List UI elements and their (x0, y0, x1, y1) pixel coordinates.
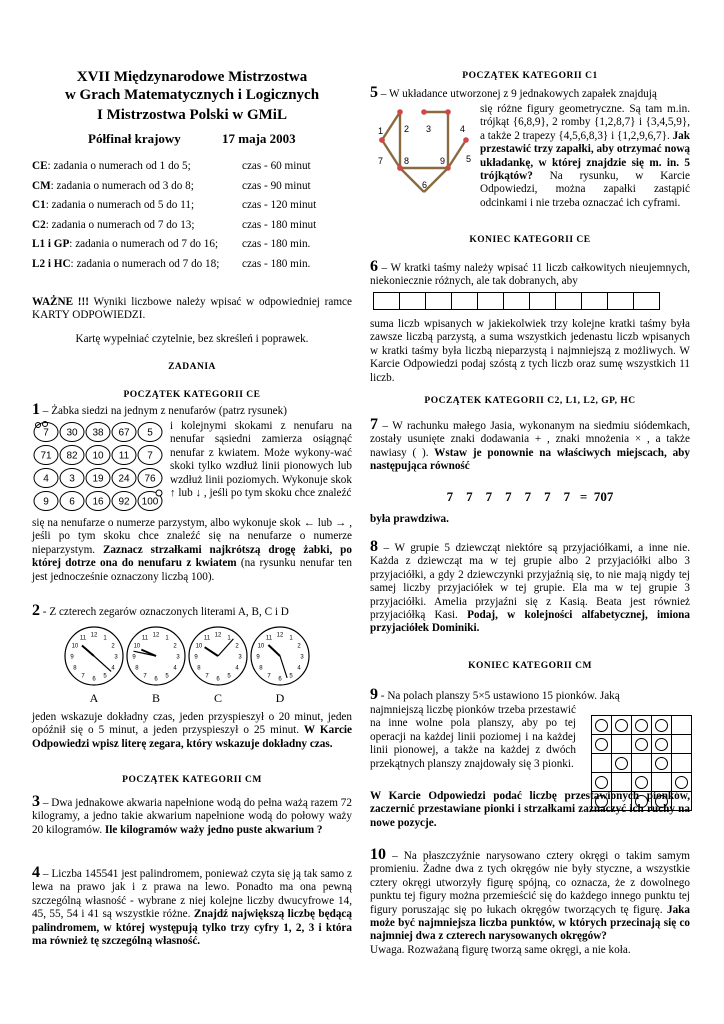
clock-numeral: 12 (90, 632, 98, 639)
problem-10-question: Jaka może być najmniejsza liczba punktów, w których przecinają się co najmniej dwa z czterech narysowanych okręgów? (370, 903, 690, 943)
match-head (463, 137, 469, 143)
board-cell[interactable] (611, 772, 632, 792)
lily-pad-label: 5 (147, 427, 153, 439)
category-range: : zadania o numerach od 7 do 18; (70, 257, 220, 270)
problem-2-body: jeden wskazuje dokładny czas, jeden przyspieszył o 20 minut, jeden opóźnił się o 5 minut, a jeden przyspieszył o 25 minut. (32, 711, 352, 737)
problem-6-number: 6 (370, 258, 378, 275)
problem-5-tail: Na rysunku, w Karcie Odpowiedzi, można zapałki zastąpić odcinkami i nie trzeba oznaczać ich cyframi. (480, 170, 690, 209)
problem-8-text (370, 540, 690, 636)
category-range: : zadania o numerach od 3 do 8; (50, 179, 194, 192)
matchstick[interactable] (400, 168, 424, 192)
clock-numeral: 9 (132, 654, 136, 661)
clock-numeral: 11 (141, 635, 149, 642)
lily-pad-label: 38 (92, 427, 104, 439)
match-label: 4 (460, 124, 466, 134)
problem-2-line1: - Z czterech zegarów oznaczonych literami A, B, C i D (40, 606, 289, 618)
lily-pad[interactable] (34, 423, 58, 442)
clock-numeral: 3 (176, 654, 180, 661)
board-cell[interactable] (651, 715, 672, 735)
board-cell[interactable] (631, 753, 652, 773)
pawn[interactable] (655, 738, 668, 751)
pawn[interactable] (595, 776, 608, 789)
problem-1-tail: (na rysunku nenufar ten jest jednocześnie oznaczony liczbą 100). (32, 557, 352, 583)
lily-pad-label: 3 (69, 473, 75, 485)
lily-pad-label: 16 (92, 496, 104, 508)
lily-pad-label: 67 (118, 427, 130, 439)
start-c1-heading: POCZĄTEK KATEGORII C1 (462, 71, 598, 81)
match-label: 3 (426, 124, 432, 134)
problem-1-text (32, 517, 352, 584)
start-cm-heading: POCZĄTEK KATEGORII CM (122, 775, 262, 785)
lily-pad[interactable] (34, 469, 58, 488)
lily-pad-label: 4 (43, 473, 49, 485)
clock-numeral: 10 (195, 643, 203, 650)
problem-4-number: 4 (32, 864, 40, 881)
end-ce-heading: KONIEC KATEGORII CE (469, 235, 591, 245)
pawn[interactable] (635, 719, 648, 732)
problem-7-equation: 7 7 7 7 7 7 7 = 707 (446, 489, 614, 504)
clock-letter: A (89, 691, 99, 704)
match-label: 8 (404, 156, 410, 166)
clock-numeral: 3 (114, 654, 118, 661)
clock-numeral: 5 (289, 673, 293, 680)
tape-cell[interactable] (607, 292, 634, 310)
stage-label: Półfinał krajowy (88, 131, 181, 146)
match-head (397, 109, 403, 115)
lily-pad-label: 9 (43, 496, 49, 508)
date-label: 17 maja 2003 (222, 131, 296, 146)
clock-numeral: 8 (259, 665, 263, 672)
clock-numeral: 12 (152, 632, 160, 639)
lily-pad[interactable] (112, 446, 136, 465)
board-cell[interactable] (611, 715, 632, 735)
clock-numeral: 4 (235, 665, 239, 672)
category-time: czas - 180 min. (242, 257, 311, 270)
problem-5-wrap: się różne figury geometryczne. Są tam m.in. trójkąt {6,8,9}, 2 romby {1,2,8,7} i {3,4,5,9}, a także 2 trapezy {4,5,6,8,3} i {1,2,9,6,7}. (480, 103, 690, 142)
match-label: 6 (422, 180, 428, 190)
category-code: L1 i GP (32, 238, 70, 250)
lily-pad[interactable] (86, 446, 110, 465)
lily-pad[interactable] (60, 446, 84, 465)
clock-numeral: 5 (165, 673, 169, 680)
lily-pad-label: 100 (141, 496, 159, 508)
tape-cell[interactable] (477, 292, 504, 310)
problem-1-number: 1 (32, 401, 40, 418)
clock-numeral: 2 (297, 643, 301, 650)
lily-pad[interactable] (138, 469, 162, 488)
board-cell[interactable] (631, 734, 652, 754)
match-label: 9 (440, 156, 446, 166)
board-cell[interactable] (651, 734, 672, 754)
start-ce-heading: POCZĄTEK KATEGORII CE (123, 390, 261, 400)
clock-numeral: 7 (143, 673, 147, 680)
tape-cell[interactable] (529, 292, 556, 310)
clock-numeral: 8 (135, 665, 139, 672)
lily-pad[interactable] (60, 423, 84, 442)
category-range: : zadania o numerach od 7 do 16; (69, 238, 219, 250)
match-label: 7 (378, 156, 384, 166)
board-cell[interactable] (591, 772, 612, 792)
board-cell[interactable] (631, 772, 652, 792)
problem-1-wrap: i kolejnymi skokami z nenufaru na nenufar sąsiedni zamierza osiągnąć nenufar z kwiatem. Może wykony-wać skoki tylko wzdłuż linii pionowych lub wzdłuż linii poziomych. Wykonuje skok ↑ lub ↓ , jeśli po tym skoku chce znaleźć (170, 420, 352, 500)
board-cell[interactable] (591, 715, 612, 735)
clocks-figure (58, 624, 358, 704)
category-time: czas - 90 minut (242, 179, 311, 192)
board-cell[interactable] (631, 715, 652, 735)
pawn[interactable] (615, 719, 628, 732)
clock-numeral: 2 (173, 643, 177, 650)
problem-9-question: W Karcie Odpowiedzi podać liczbę przestawionych pionków, zaczernić przestawiane pionki i strzałkami zaznaczyć ich ruchy na nowe pozycje. (370, 790, 690, 829)
important-text: Wyniki liczbowe należy wpisać w odpowiedniej ramce KARTY ODPOWIEDZI. (32, 296, 352, 322)
board-cell[interactable] (591, 734, 612, 754)
problem-10-number: 10 (370, 846, 386, 863)
lily-pad[interactable] (60, 469, 84, 488)
board-cell[interactable] (591, 753, 612, 773)
clock-numeral: 7 (81, 673, 85, 680)
category-range: : zadania o numerach od 7 do 13; (45, 218, 195, 231)
pawn[interactable] (635, 776, 648, 789)
clock-numeral: 1 (289, 635, 293, 642)
category-code: CE (32, 160, 48, 172)
lily-pad[interactable] (112, 469, 136, 488)
problem-5-line1: – W układance utworzonej z 9 jednakowych zapałek znajdują (378, 88, 657, 100)
problem-5-question: Jak przestawić trzy zapałki, aby otrzymać nową układankę, w której znajdzie się m. in. 5 trójkątów? (480, 129, 690, 183)
matchstick[interactable] (424, 168, 448, 192)
clock-numeral: 5 (227, 673, 231, 680)
important-label: WAŻNE !!! (32, 296, 89, 308)
problem-6-line1: – W kratki taśmy należy wpisać 11 liczb całkowitych nieujemnych, niekoniecznie różnych, ale tak dobranych, aby (370, 262, 690, 288)
pawn[interactable] (595, 719, 608, 732)
clock-numeral: 12 (276, 632, 284, 639)
problem-4-text (32, 866, 352, 948)
match-head (397, 165, 403, 171)
problem-7-end: była prawdziwa. (370, 513, 449, 525)
clock-letter: B (151, 691, 161, 704)
lily-pad-label: 76 (144, 473, 156, 485)
clock-numeral: 10 (257, 643, 265, 650)
board-cell[interactable] (671, 734, 692, 754)
category-time: czas - 180 minut (242, 218, 317, 231)
clock-numeral: 1 (165, 635, 169, 642)
matchstick[interactable] (448, 140, 466, 168)
problem-8-number: 8 (370, 538, 378, 555)
problem-1-question: Zaznacz strzałkami najkrótszą drogę żabki, po której dotrze ona do nenufaru z kwiatem (32, 543, 352, 570)
lily-pad[interactable] (138, 446, 162, 465)
problem-8-question: Podaj, w kolejności alfabetycznej, imiona przyjaciółek Dominiki. (370, 609, 690, 635)
lily-pad[interactable] (112, 423, 136, 442)
match-label: 1 (378, 126, 384, 136)
match-head (379, 137, 385, 143)
clock-numeral: 1 (103, 635, 107, 642)
clock-numeral: 4 (297, 665, 301, 672)
clock-letter: D (275, 691, 285, 704)
clock-numeral: 3 (238, 654, 242, 661)
match-head (421, 109, 427, 115)
frog-pads-figure (32, 420, 168, 516)
problem-7-question: Wstaw je ponownie na właściwych miejscach, aby następująca równość (370, 446, 690, 473)
problem-5-number: 5 (370, 84, 378, 101)
problem-5-text (480, 103, 690, 210)
problem-4-body: – Liczba 145541 jest palindromem, ponieważ czyta się ją tak samo z lewa na prawo jak i z prawa na lewo. Ponadto ma ona pewną szczególną własność - wybrane z niej kolejne liczby dwucyfrowe 14, 45, 55, 54 i 41 są wszystkie różne. (32, 868, 352, 921)
category-code: CM (32, 179, 51, 192)
board-cell[interactable] (651, 772, 672, 792)
clock-numeral: 9 (70, 654, 74, 661)
board-cell[interactable] (611, 753, 632, 773)
title-line-3: I Mistrzostwa Polski w GMiL (97, 107, 287, 123)
clock-numeral: 8 (197, 665, 201, 672)
lily-pad[interactable] (86, 492, 110, 511)
lily-pad[interactable] (138, 423, 162, 442)
problem-1-first-line (32, 403, 352, 418)
clock-numeral: 9 (194, 654, 198, 661)
tape-cell[interactable] (503, 292, 530, 310)
start-c2-heading: POCZĄTEK KATEGORII C2, L1, L2, GP, HC (424, 396, 636, 406)
tasks-heading: ZADANIA (168, 362, 216, 372)
tape-cell[interactable] (555, 292, 582, 310)
title-line-2: w Grach Matematycznych i Logicznych (64, 87, 320, 103)
problem-2-first-line (32, 604, 352, 619)
clock-face (189, 627, 247, 704)
problem-2-question: W Karcie Odpowiedzi wpisz literę zegara, który wskazuje dokładny czas. (32, 724, 352, 750)
problem-7-body: – W rachunku małego Jasia, wykonanym na siedmiu siódemkach, zostały usunięte znaki dodawania + , znaki mnożenia × , a także nawiasy ( ). (370, 420, 690, 459)
problem-4-question: Znajdź największą liczbę będącą palindromem, w której występują tylko trzy cyfry 1, 2, 3 i która ma również tę szczególną własność. (32, 908, 352, 948)
matchstick[interactable] (382, 140, 400, 168)
problem-2-number: 2 (32, 602, 40, 619)
problem-5-first-line (370, 86, 690, 101)
end-cm-heading: KONIEC KATEGORII CM (468, 661, 592, 671)
category-code: L2 i HC (32, 257, 71, 270)
problem-9-line1: - Na polach planszy 5×5 ustawiono 15 pionków. Jaką (378, 690, 620, 702)
match-label: 2 (404, 124, 410, 134)
problem-10-body: – Na płaszczyźnie narysowano cztery okręgi o takim samym promieniu. Żadne dwa z tych okręgów nie były styczne, a wszystkie cztery okręgi utworzyły figurę spójną, co oznacza, że z dowolnego punktu tej figury można przemieścić się do każdego innego punktu tej figury poruszając się po łukach okręgów tworzących tę figurę. (370, 850, 690, 916)
problem-3-body: – Dwa jednakowe akwaria napełnione wodą do pełna ważą razem 72 kilogramy, a jedno takie akwarium napełnione wodą do połowy waży 20 kilogramów. (32, 797, 352, 836)
board-cell[interactable] (671, 753, 692, 773)
important-notice (32, 296, 352, 323)
lily-pad[interactable] (34, 492, 58, 511)
problem-7-number: 7 (370, 416, 378, 433)
clock-numeral: 9 (256, 654, 260, 661)
tape-cell[interactable] (425, 292, 452, 310)
fill-instruction: Kartę wypełniać czytelnie, bez skreśleń i poprawek. (75, 333, 309, 345)
lily-pad-label: 7 (147, 450, 153, 462)
problem-9-wrap: najmniejszą liczbę pionków trzeba przestawić na inne wolne pola planszy, aby po tej operacji na każdej linii poziomej i na każdej linii pionowej, a także na każdej z dwóch przekątnych planszy znajdowały się 3 pionki. (370, 704, 576, 770)
tape-cell[interactable] (373, 292, 400, 310)
clock-numeral: 7 (205, 673, 209, 680)
lily-pad-label: 24 (118, 473, 130, 485)
tape-cell[interactable] (399, 292, 426, 310)
lily-pad[interactable] (112, 492, 136, 511)
lily-pad-label: 92 (118, 496, 130, 508)
lily-pad-label: 6 (69, 496, 75, 508)
clock-numeral: 6 (216, 676, 220, 683)
lily-pad[interactable] (138, 490, 162, 511)
category-time: czas - 60 minut (242, 160, 311, 172)
clock-numeral: 2 (111, 643, 115, 650)
match-head (445, 109, 451, 115)
pawn[interactable] (675, 776, 688, 789)
clock-numeral: 7 (267, 673, 271, 680)
board-cell[interactable] (651, 753, 672, 773)
clock-numeral: 5 (103, 673, 107, 680)
clock-numeral: 11 (203, 635, 211, 642)
problem-6-first-line (370, 260, 690, 289)
board-cell[interactable] (611, 734, 632, 754)
clock-numeral: 10 (133, 643, 141, 650)
clock-numeral: 1 (227, 635, 231, 642)
pawn[interactable] (595, 738, 608, 751)
lily-pad[interactable] (34, 446, 58, 465)
lily-pad-label: 71 (40, 450, 52, 462)
problem-10-text (370, 848, 690, 957)
lily-pad-label: 82 (66, 450, 78, 462)
matchstick[interactable] (382, 112, 400, 140)
clock-face (127, 627, 185, 704)
clock-numeral: 8 (73, 665, 77, 672)
clock-numeral: 11 (79, 635, 87, 642)
problem-3-question: Ile kilogramów waży jedno puste akwarium ? (102, 823, 323, 836)
clock-numeral: 2 (235, 643, 239, 650)
clock-numeral: 6 (278, 676, 282, 683)
lily-pad-label: 11 (118, 450, 130, 462)
board-cell[interactable] (671, 772, 692, 792)
pawn[interactable] (655, 719, 668, 732)
problem-2-text (32, 711, 352, 751)
lily-pad[interactable] (86, 469, 110, 488)
problem-10-note: Uwaga. Rozważaną figurę tworzą same okręgi, a nie koła. (370, 943, 631, 956)
matches-figure (374, 104, 474, 196)
tape-cell[interactable] (581, 292, 608, 310)
clock-numeral: 4 (173, 665, 177, 672)
problem-8-body: – W grupie 5 dziewcząt niektóre są przyjaciółkami, a inne nie. Każda z dziewcząt ma w tej grupie albo 2 przyjaciółki albo 3 przyjaciółki, a gdy 2 dziewczynki przyjaźnią się, to nie mają nigdy tej samej liczby przyjaciółek w tej grupie. Ela ma w tej grupie 3 przyjaciółki. Amelia przyjaźni się z Kasią. Beata jest również przyjaciółką Kasi. (370, 542, 690, 622)
clock-numeral: 6 (92, 676, 96, 683)
category-time: czas - 180 min. (242, 238, 311, 250)
problem-7-text (370, 418, 690, 474)
problem-3-text (32, 795, 352, 837)
category-range: : zadania o numerach od 5 do 11; (45, 199, 195, 211)
problem-9-number: 9 (370, 686, 378, 703)
lily-pad[interactable] (60, 492, 84, 511)
clock-face (65, 627, 123, 704)
clock-numeral: 12 (214, 632, 222, 639)
category-code: C1 (32, 199, 46, 211)
number-tape[interactable] (374, 292, 660, 310)
lily-pad[interactable] (86, 423, 110, 442)
problem-1-line1: – Żabka siedzi na jednym z nenufarów (patrz rysunek) (40, 405, 287, 417)
board-cell[interactable] (671, 715, 692, 735)
tape-cell[interactable] (633, 292, 660, 310)
clock-face (251, 627, 309, 704)
lily-pad-label: 19 (92, 473, 104, 485)
lily-pad-label: 7 (43, 427, 49, 439)
lily-pad-label: 10 (92, 450, 104, 462)
clock-letter: C (213, 691, 223, 704)
clock-numeral: 10 (71, 643, 79, 650)
tape-cell[interactable] (451, 292, 478, 310)
pawn[interactable] (635, 738, 648, 751)
category-range: : zadania o numerach od 1 do 5; (47, 160, 191, 172)
clock-numeral: 11 (265, 635, 273, 642)
match-label: 5 (466, 154, 472, 164)
category-time: czas - 120 minut (242, 199, 317, 211)
problem-3-number: 3 (32, 793, 40, 810)
title-line-1: XVII Międzynarodowe Mistrzostwa (76, 69, 308, 85)
pawn[interactable] (655, 757, 668, 770)
clock-numeral: 3 (300, 654, 304, 661)
problem-9-first-line (370, 688, 690, 703)
clock-numeral: 4 (111, 665, 115, 672)
lily-pad-label: 30 (66, 427, 78, 439)
problem-1-rest: się na nenufarze o numerze parzystym, albo wykonuje skok ← lub → , jeśli po tym skoku chce znaleźć się na nenufarze o numerze nieparzystym. (32, 517, 352, 556)
clock-numeral: 6 (154, 676, 158, 683)
pawn[interactable] (615, 757, 628, 770)
problem-6-text: suma liczb wpisanych w jakiekolwiek trzy kolejne kratki taśmy była zawsze liczbą parzystą, a suma wszystkich jedenastu liczb wpisanych w kratki taśmy była liczbą nieparzystą i najmniejszą z możliwych. W Karcie Odpowiedzi podaj szóstą z tych liczb oraz sumę wszystkich 11 liczb. (370, 318, 690, 384)
category-code: C2 (32, 218, 46, 231)
